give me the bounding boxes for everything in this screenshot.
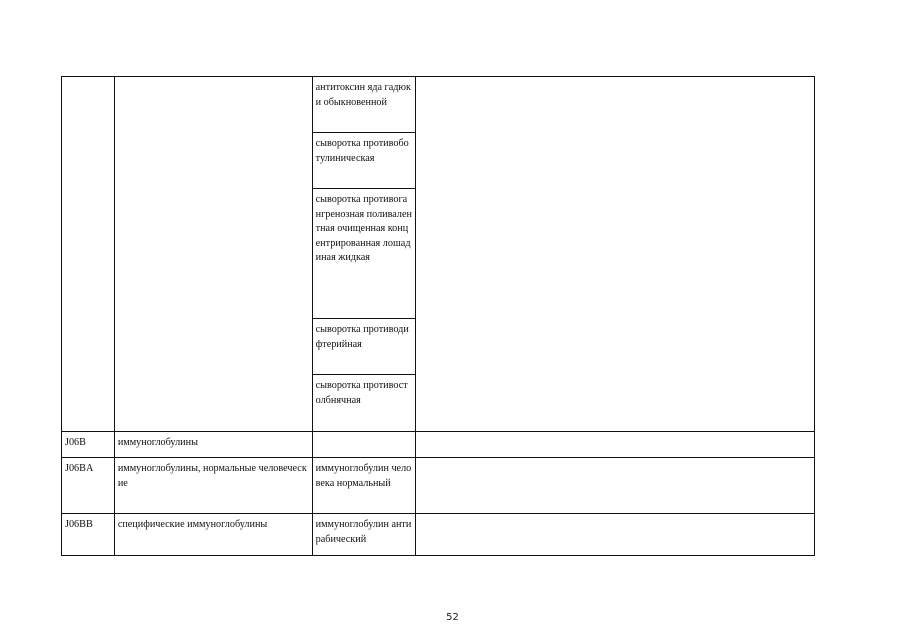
drug-cell: антитоксин яда гадюки обыкновенной: [312, 77, 416, 133]
table-row: [62, 458, 815, 514]
drug-cell: [312, 432, 416, 458]
drug-cell: сыворотка противоботулиническая: [312, 133, 416, 189]
group-name-cell: иммуноглобулины: [114, 432, 312, 458]
atc-code-cell: J06BA: [62, 458, 115, 514]
table-row: [62, 77, 815, 133]
group-name-cell: иммуноглобулины, нормальные человеческие: [114, 458, 312, 514]
form-cell: [416, 432, 815, 458]
atc-code-cell: J06BB: [62, 514, 115, 556]
atc-drug-table: [61, 76, 815, 556]
group-cell-empty: [114, 77, 312, 432]
drug-cell: иммуноглобулин человека нормальный: [312, 458, 416, 514]
table-row: [62, 432, 815, 458]
group-name-cell: специфические иммуноглобулины: [114, 514, 312, 556]
drug-cell: сыворотка противодифтерийная: [312, 319, 416, 375]
drug-cell: сыворотка противогангренозная поливалентная очищенная концентрированная лошадиная жидкая: [312, 189, 416, 319]
form-cell: [416, 514, 815, 556]
atc-code-cell: J06B: [62, 432, 115, 458]
drug-cell: иммуноглобулин антирабический: [312, 514, 416, 556]
table-row: [62, 514, 815, 556]
form-cell: [416, 458, 815, 514]
form-cell-empty: [416, 77, 815, 432]
code-cell-empty: [62, 77, 115, 432]
drug-cell: сыворотка противостолбнячная: [312, 375, 416, 432]
page-number: 52: [446, 612, 459, 623]
